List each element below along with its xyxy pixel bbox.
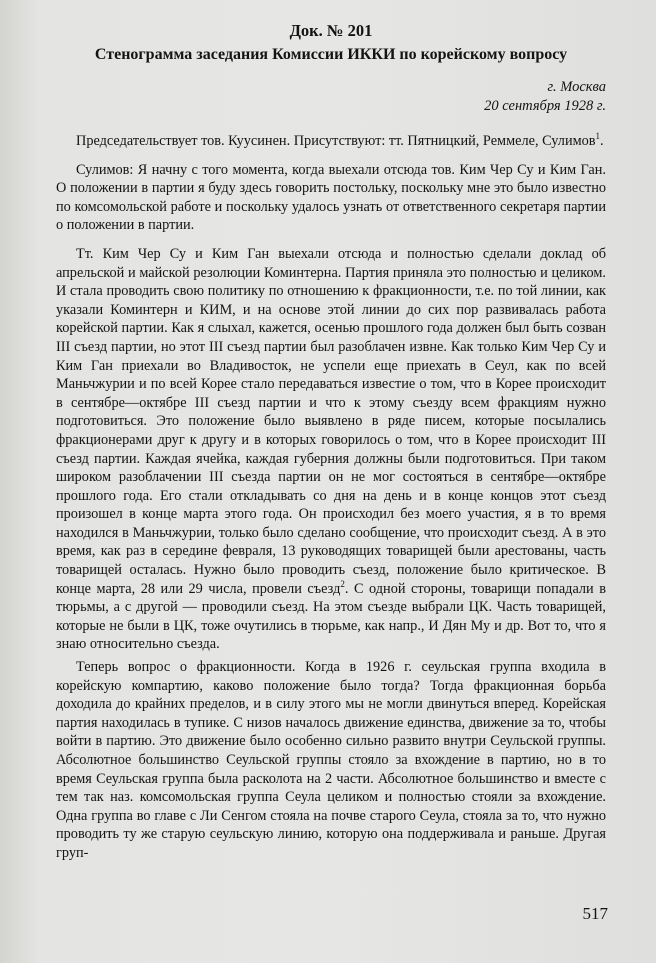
paragraph-text: Тт. Ким Чер Су и Ким Ган выехали отсюда и полностью сделали доклад об апрельской и майской резолюции Коминтерна. Партия приняла это полностью и целиком. И стала проводить свою политику по отношению к фракционности, т.е. по той линии, как указали Коминтерн и КИМ, и на основе этой линии до сих пор развивалась работа корейской партии. Как я слыхал, кажется, осенью прошлого года должен был быть созван III съезд партии, но этот III съезд партии был разоблачен извне. Как только Ким Чер Су и Ким Ган приехали во Владивосток, не успели еще приехать в Сеул, как по всей Маньчжурии и по всей Корее стало передаваться известие о том, что в Корее происходит в сентябре—октябре III съезд партии и что к этому съезду всем фракциям нужно подготовиться. Это положение было выявлено в ряде писем, которые посылались фракционерами друг к другу и в которых говорилось о том, что в Корее происходит III съезд партии. Каждая ячейка, каждая губерния должны были подготовиться. При таком широком разоблачении III съезда партии он не мог состояться в сентябре—октябре прошлого года. Его стали откладывать со дня на день и в конце концов этот съезд произошел в конце марта этого года. Он происходил без моего участия, я в то время находился в Маньчжурии, только было сделано сообщение, что происходит съезд. А в это время, как раз в середине февраля, 13 руководящих товарищей были арестованы, часть товарищей осталась. Нужно было проводить съезд, положение было критическое. В конце марта, 28 или 29 числа, провели съезд (56, 245, 606, 597)
footnote-ref: 1 (595, 131, 601, 142)
document-place: г. Москва (547, 79, 606, 95)
footnote-ref: 2 (340, 578, 345, 589)
paragraph-attendance (56, 132, 606, 151)
page-number: 517 (582, 904, 608, 923)
paragraph-text: Сулимов: Я начну с того момента, когда выехали отсюда тов. Ким Чер Су и Ким Ган. О положении в партии я буду здесь говорить постольку, поскольку мне это было известно по комсомольской работе и поскольку удалось узнать от ответственного секретаря партии о положении в партии. (56, 161, 606, 234)
paragraph-text: Председательствует тов. Куусинен. Присутствуют: тт. Пятницкий, Реммеле, Сулимов (76, 133, 596, 149)
paragraph-sulimov-intro (56, 161, 606, 235)
paragraph-congress (56, 245, 606, 654)
document-title: Стенограмма заседания Комиссии ИККИ по корейскому вопросу (94, 46, 568, 63)
paragraph-factionalism (56, 658, 606, 863)
place-date-block (56, 78, 606, 116)
paragraph-text: Теперь вопрос о фракционности. Когда в 1926 г. сеульская группа входила в корейскую компартию, каково положение было тогда? Тогда фракционная борьба доходила до крайних пределов, и в силу этого мы не могли двинуться вперед. Корейская партия находилась в тупике. С низов началось движение единства, движение за то, чтобы войти в партию. Это движение было особенно сильно развито внутри Сеульской группы. Абсолютное большинство Сеульской группы стояло за вхождение в партию, но в то время Сеульская группа была расколота на 2 части. Абсолютное большинство и вместе с тем так наз. комсомольская группа Сеула целиком и полностью стояли за вхождение. Одна группа во главе с Ли Сенгом стояла на почве старого Сеула, стояла за то, что нужно проводить ту же старую сеульскую линию, которую она поддерживала и раньше. Другая груп- (56, 659, 606, 861)
document-number: Док. № 201 (289, 21, 373, 40)
paragraph-tail: . (600, 133, 604, 149)
paragraph-tail: . С одной стороны, товарищи попадали в тюрьмы, а с другой — проводили съезд. На этом съезде выбрали ЦК. Часть товарищей, которые не были в ЦК, тоже очутились в тюрьме, как напр., И Дян Му и др. Вот то, что я знаю относительно съезда. (56, 580, 606, 653)
document-date: 20 сентября 1928 г. (484, 98, 606, 114)
document-body (56, 132, 606, 863)
